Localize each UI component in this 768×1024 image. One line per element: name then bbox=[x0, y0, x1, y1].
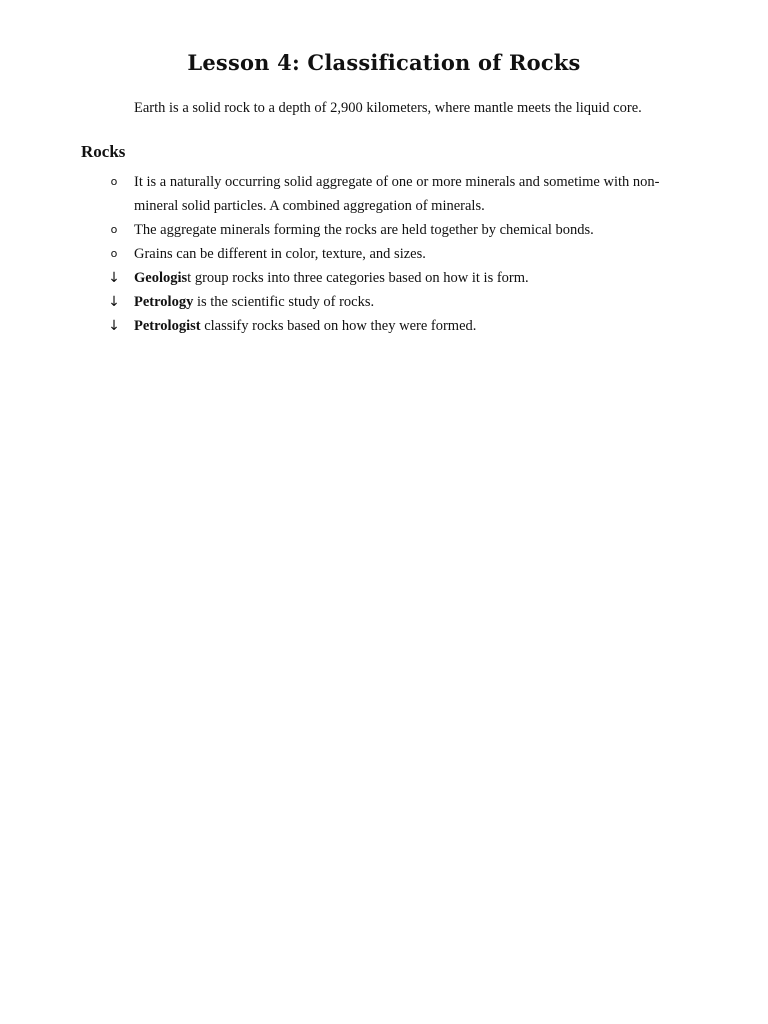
circle-bullet-icon: o bbox=[110, 223, 118, 236]
list-item-text bbox=[134, 314, 684, 338]
section-heading: Rocks bbox=[81, 142, 126, 161]
list-item-text bbox=[134, 266, 684, 290]
list-item-text bbox=[134, 170, 684, 218]
list-item-line: The aggregate minerals forming the rocks are held together by chemical bonds. bbox=[134, 222, 594, 238]
bold-term: Petrology bbox=[134, 294, 194, 310]
list-item-rest: classify rocks based on how they were formed. bbox=[200, 318, 477, 334]
list-item bbox=[0, 170, 768, 218]
list-item-line: It is a naturally occurring solid aggregate of one or more minerals and sometime with non- bbox=[134, 174, 660, 190]
list-item bbox=[0, 314, 768, 338]
page-title: Lesson 4: Classification of Rocks bbox=[187, 50, 581, 75]
list-item-line: mineral solid particles. A combined aggregation of minerals. bbox=[134, 198, 485, 214]
list-item-text bbox=[134, 290, 684, 314]
list-item bbox=[0, 266, 768, 290]
bold-term: Petrologist bbox=[134, 318, 201, 334]
list-item-text bbox=[134, 218, 684, 242]
arrow-down-icon: ↓ bbox=[108, 318, 120, 334]
list-item-rest: is the scientific study of rocks. bbox=[193, 294, 375, 310]
list-item-line: Grains can be different in color, texture, and sizes. bbox=[134, 246, 426, 262]
intro-paragraph: Earth is a solid rock to a depth of 2,900 kilometers, where mantle meets the liquid core. bbox=[134, 100, 642, 116]
bullet-list bbox=[0, 170, 768, 338]
arrow-down-icon: ↓ bbox=[108, 294, 120, 310]
list-item bbox=[0, 242, 768, 266]
circle-bullet-icon: o bbox=[110, 247, 118, 260]
list-item-line bbox=[134, 314, 684, 338]
list-item-line bbox=[134, 290, 684, 314]
list-item-text bbox=[134, 242, 684, 266]
arrow-down-icon: ↓ bbox=[108, 270, 120, 286]
list-item-line bbox=[134, 266, 684, 290]
list-item bbox=[0, 290, 768, 314]
list-item bbox=[0, 218, 768, 242]
bold-term: Geologis bbox=[134, 270, 188, 286]
circle-bullet-icon: o bbox=[110, 175, 118, 188]
list-item-rest: t group rocks into three categories based on how it is form. bbox=[187, 270, 529, 286]
